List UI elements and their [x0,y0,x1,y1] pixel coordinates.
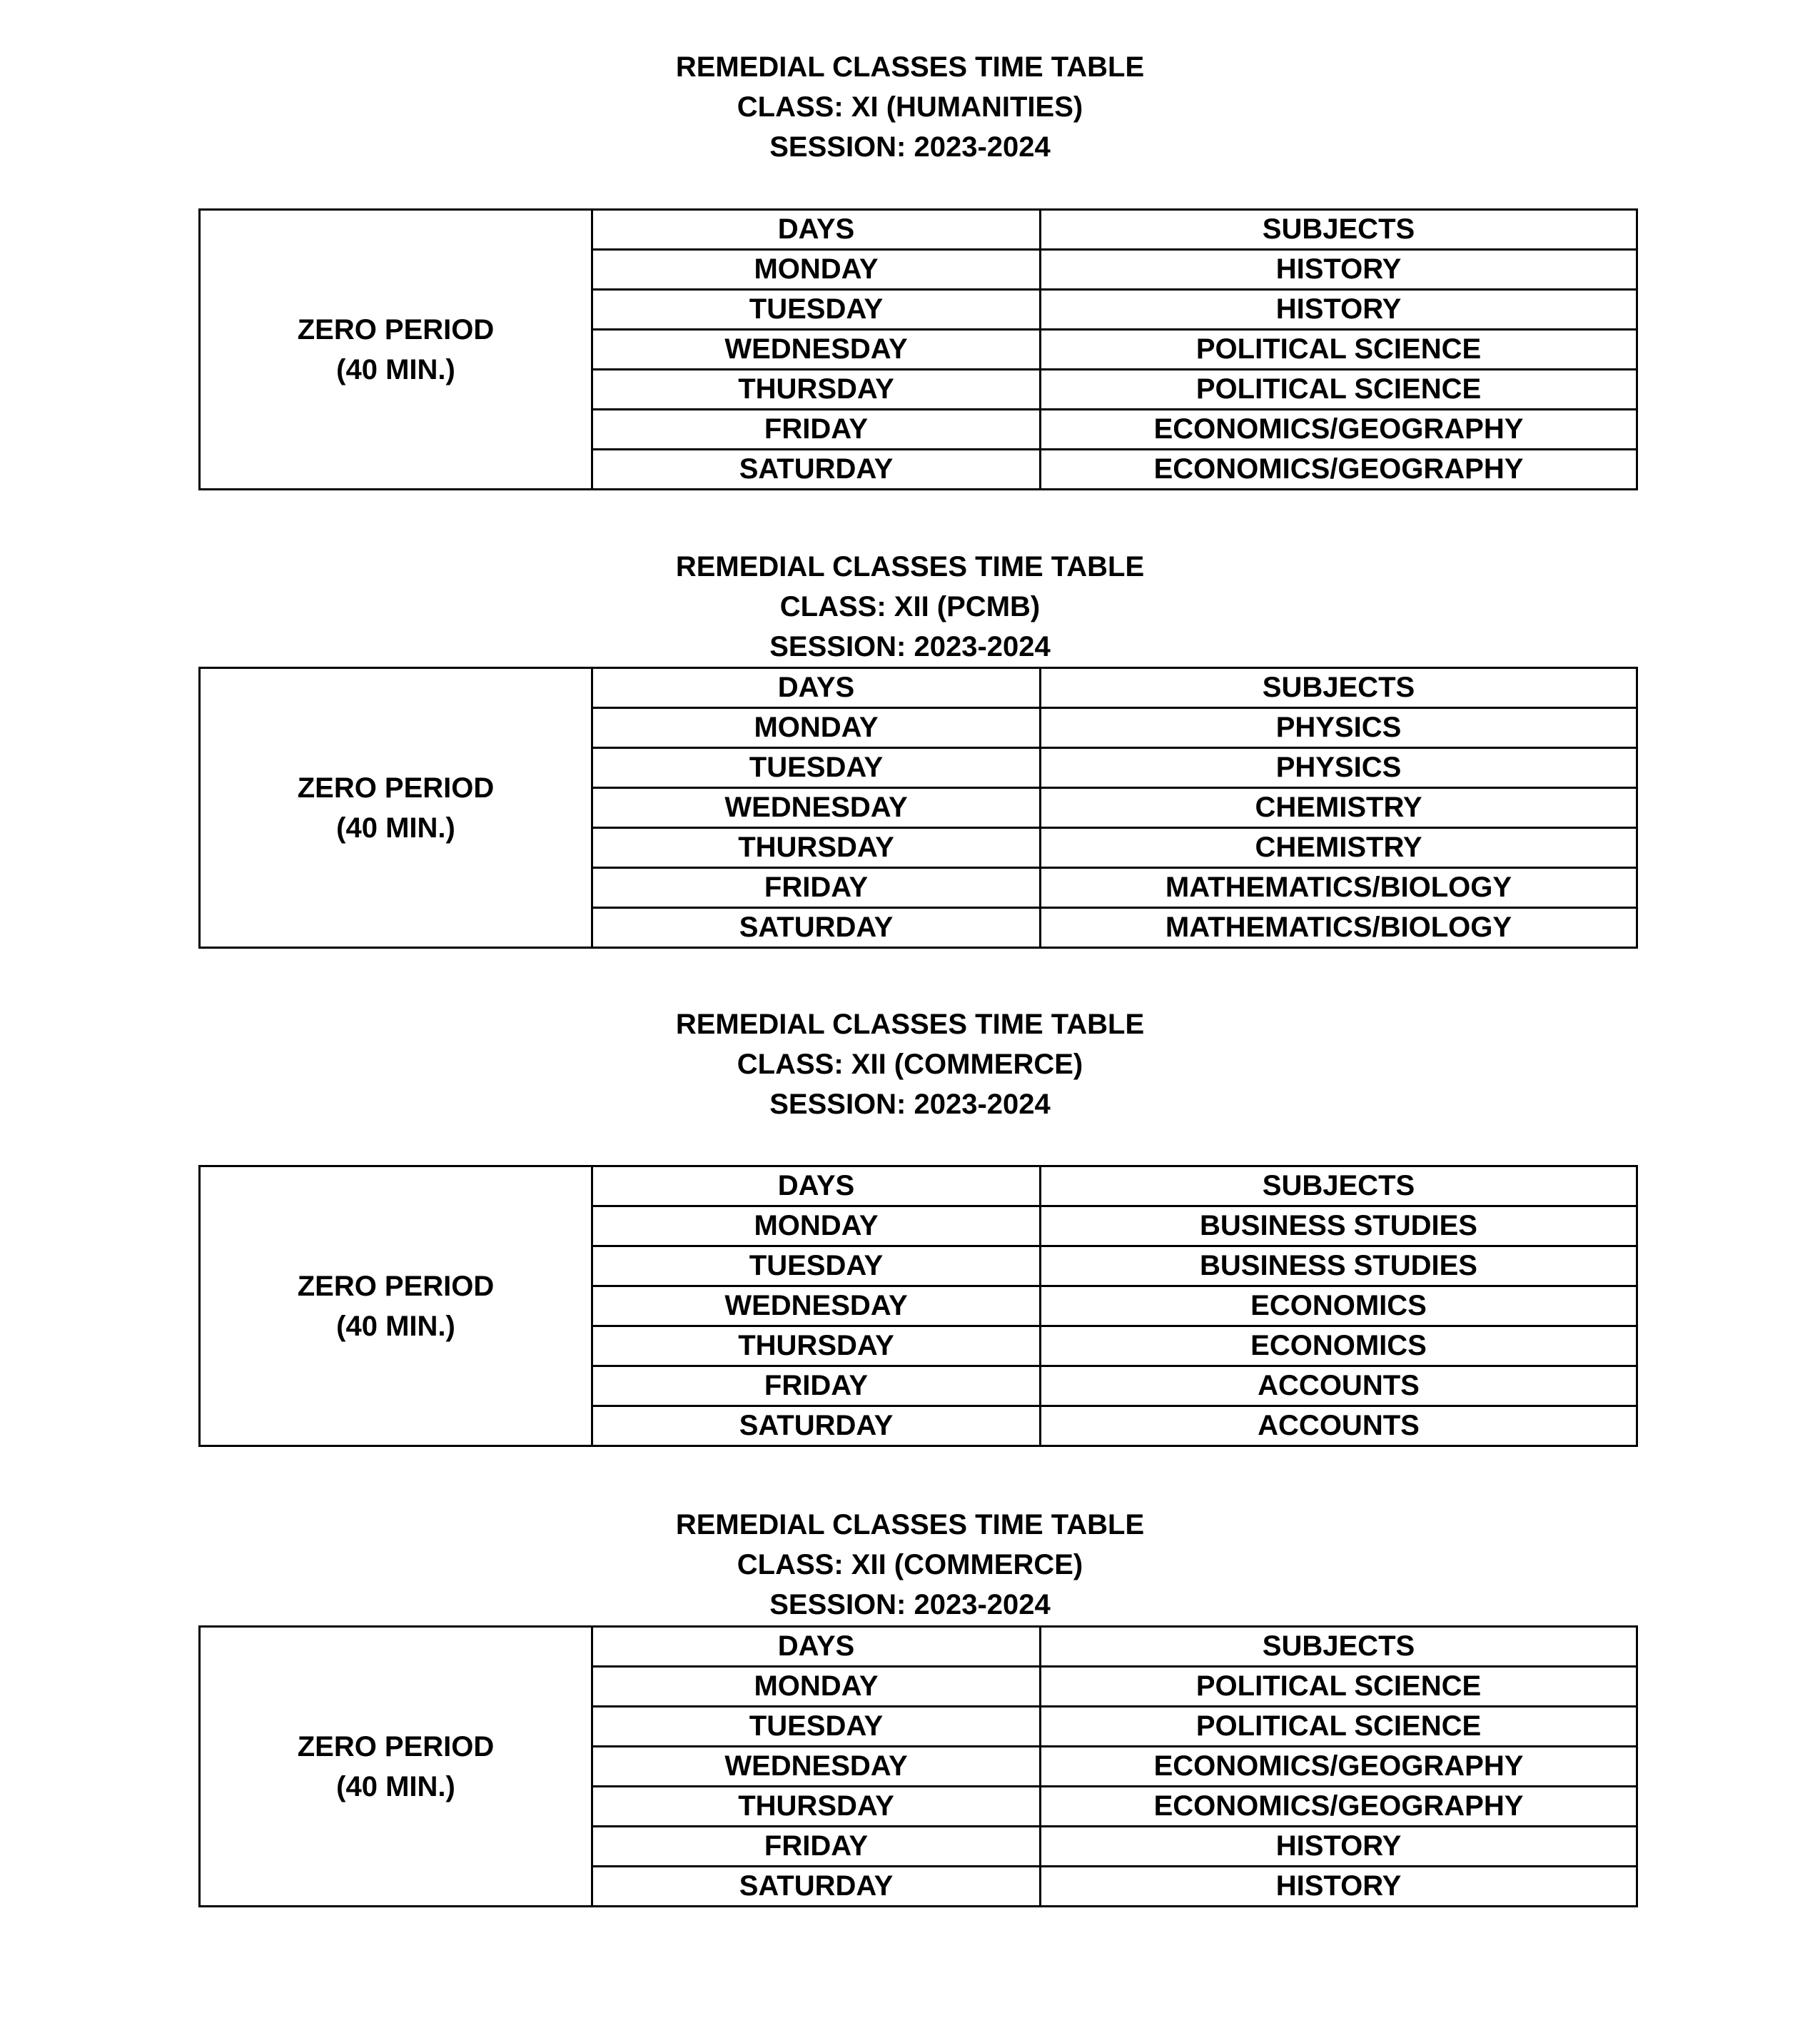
heading-class: CLASS: XI (HUMANITIES) [737,91,1083,123]
day-cell: WEDNESDAY [592,1286,1041,1326]
day-cell: MONDAY [592,1206,1041,1246]
day-cell: TUESDAY [592,1246,1041,1286]
subjects-header: SUBJECTS [1041,668,1637,708]
day-cell: SATURDAY [592,1867,1041,1907]
days-header: DAYS [592,1627,1041,1667]
day-cell: FRIDAY [592,410,1041,450]
day-cell: WEDNESDAY [592,1747,1041,1787]
period-cell [200,210,592,490]
heading-title: REMEDIAL CLASSES TIME TABLE [675,1009,1145,1040]
heading-title: REMEDIAL CLASSES TIME TABLE [675,551,1145,582]
subject-cell: HISTORY [1041,1867,1637,1907]
heading-title: REMEDIAL CLASSES TIME TABLE [675,1509,1145,1540]
period-name: ZERO PERIOD [297,1270,495,1302]
day-cell: WEDNESDAY [592,788,1041,828]
subject-cell: BUSINESS STUDIES [1041,1206,1637,1246]
subject-cell: ECONOMICS/GEOGRAPHY [1041,1787,1637,1827]
subject-cell: POLITICAL SCIENCE [1041,1707,1637,1747]
day-cell: TUESDAY [592,748,1041,788]
subject-cell: HISTORY [1041,1827,1637,1867]
day-cell: MONDAY [592,1667,1041,1707]
heading-class: CLASS: XII (COMMERCE) [737,1049,1083,1080]
subject-cell: ECONOMICS/GEOGRAPHY [1041,1747,1637,1787]
days-header: DAYS [592,668,1041,708]
table-header-row [200,1166,1637,1206]
day-cell: FRIDAY [592,1827,1041,1867]
table-header-row [200,210,1637,250]
heading-title: REMEDIAL CLASSES TIME TABLE [675,51,1145,83]
period-cell [200,1166,592,1446]
timetable [198,1625,1638,1907]
section-heading [0,1004,1820,1124]
period-cell [200,668,592,948]
subjects-header: SUBJECTS [1041,210,1637,250]
timetable [198,667,1638,949]
table-header-row [200,1627,1637,1667]
subject-cell: HISTORY [1041,290,1637,330]
period-duration: (40 MIN.) [336,353,455,385]
period-duration: (40 MIN.) [336,1770,455,1802]
day-cell: SATURDAY [592,908,1041,948]
section-heading [0,47,1820,167]
timetable [198,208,1638,490]
day-cell: FRIDAY [592,868,1041,908]
section-heading [0,547,1820,667]
subject-cell: POLITICAL SCIENCE [1041,330,1637,370]
subject-cell: ECONOMICS [1041,1286,1637,1326]
subject-cell: MATHEMATICS/BIOLOGY [1041,908,1637,948]
days-header: DAYS [592,210,1041,250]
subject-cell: ACCOUNTS [1041,1366,1637,1406]
subject-cell: CHEMISTRY [1041,828,1637,868]
subject-cell: HISTORY [1041,250,1637,290]
day-cell: TUESDAY [592,1707,1041,1747]
day-cell: WEDNESDAY [592,330,1041,370]
subject-cell: BUSINESS STUDIES [1041,1246,1637,1286]
period-cell [200,1627,592,1907]
heading-session: SESSION: 2023-2024 [769,1589,1051,1620]
subject-cell: PHYSICS [1041,748,1637,788]
subjects-header: SUBJECTS [1041,1627,1637,1667]
day-cell: MONDAY [592,708,1041,748]
subject-cell: ECONOMICS/GEOGRAPHY [1041,450,1637,490]
subject-cell: POLITICAL SCIENCE [1041,370,1637,410]
period-duration: (40 MIN.) [336,1310,455,1342]
heading-session: SESSION: 2023-2024 [769,131,1051,163]
subject-cell: ACCOUNTS [1041,1406,1637,1446]
period-duration: (40 MIN.) [336,812,455,844]
day-cell: SATURDAY [592,1406,1041,1446]
day-cell: THURSDAY [592,1326,1041,1366]
subject-cell: MATHEMATICS/BIOLOGY [1041,868,1637,908]
heading-session: SESSION: 2023-2024 [769,1089,1051,1120]
section-heading [0,1505,1820,1625]
day-cell: THURSDAY [592,1787,1041,1827]
period-name: ZERO PERIOD [297,772,495,804]
day-cell: SATURDAY [592,450,1041,490]
day-cell: MONDAY [592,250,1041,290]
period-name: ZERO PERIOD [297,1730,495,1762]
subject-cell: PHYSICS [1041,708,1637,748]
day-cell: FRIDAY [592,1366,1041,1406]
subjects-header: SUBJECTS [1041,1166,1637,1206]
heading-class: CLASS: XII (PCMB) [779,591,1041,622]
subject-cell: ECONOMICS/GEOGRAPHY [1041,410,1637,450]
table-header-row [200,668,1637,708]
heading-session: SESSION: 2023-2024 [769,631,1051,662]
subject-cell: ECONOMICS [1041,1326,1637,1366]
days-header: DAYS [592,1166,1041,1206]
day-cell: TUESDAY [592,290,1041,330]
day-cell: THURSDAY [592,370,1041,410]
subject-cell: CHEMISTRY [1041,788,1637,828]
period-name: ZERO PERIOD [297,313,495,345]
day-cell: THURSDAY [592,828,1041,868]
timetable [198,1165,1638,1447]
subject-cell: POLITICAL SCIENCE [1041,1667,1637,1707]
heading-class: CLASS: XII (COMMERCE) [737,1549,1083,1580]
